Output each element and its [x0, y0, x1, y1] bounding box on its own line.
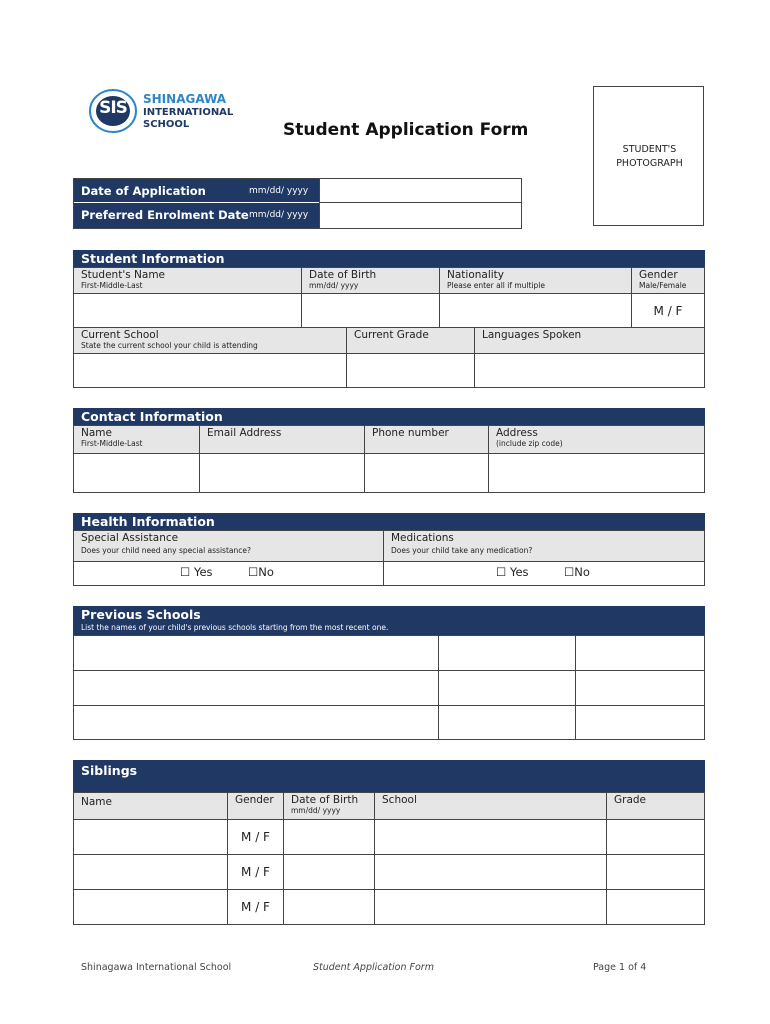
contact-name-hint: First-Middle-Last — [81, 439, 143, 448]
previous-schools-table — [73, 635, 705, 740]
prev-school-3-col2[interactable] — [439, 706, 576, 739]
current-school-input[interactable] — [74, 354, 347, 387]
gender-label: Gender — [639, 269, 678, 281]
contact-info-title: Contact Information — [81, 409, 223, 424]
email-label-cell — [200, 426, 365, 454]
languages-input[interactable] — [475, 354, 704, 387]
contact-name-input[interactable] — [74, 454, 200, 492]
sibling-name-label-cell — [74, 793, 228, 820]
previous-schools-hint: List the names of your child's previous schools starting from the most recent one. — [81, 623, 389, 632]
sibling-3-gender-options: M / F — [241, 900, 270, 914]
gender-options: M / F — [653, 303, 683, 318]
sibling-2-grade[interactable] — [607, 855, 704, 890]
top-dates-table — [73, 178, 522, 229]
gender-label-cell — [632, 268, 704, 294]
dob-label: Date of Birth — [309, 269, 377, 281]
sibling-3-name[interactable] — [74, 890, 228, 924]
special-no-checkbox[interactable]: ☐No — [248, 565, 274, 579]
medications-hint: Does your child take any medication? — [391, 546, 533, 555]
footer-form-name: Student Application Form — [313, 962, 434, 973]
address-input[interactable] — [489, 454, 704, 492]
address-hint: (include zip code) — [496, 439, 563, 448]
languages-label: Languages Spoken — [482, 329, 582, 341]
current-school-label: Current School — [81, 329, 159, 341]
dob-label-cell — [302, 268, 440, 294]
medications-label-cell — [384, 531, 704, 562]
sibling-school-label-cell — [375, 793, 607, 820]
address-label-cell — [489, 426, 704, 454]
contact-name-label: Name — [81, 427, 112, 439]
nationality-hint: Please enter all if multiple — [447, 281, 545, 290]
sibling-dob-label: Date of Birth — [291, 794, 359, 806]
siblings-header — [73, 760, 705, 792]
photo-label: STUDENT'S PHOTOGRAPH — [616, 144, 683, 169]
sibling-school-label: School — [382, 794, 417, 806]
sibling-1-gender-options: M / F — [241, 830, 270, 844]
sibling-3-gender[interactable] — [228, 890, 284, 924]
prev-school-2-col3[interactable] — [576, 671, 704, 706]
dob-input[interactable] — [302, 294, 440, 328]
sibling-1-name[interactable] — [74, 820, 228, 855]
email-label: Email Address — [207, 427, 282, 439]
previous-schools-header — [73, 606, 705, 635]
sibling-2-school[interactable] — [375, 855, 607, 890]
logo-name-line1: SHINAGAWA — [143, 92, 227, 106]
current-grade-input[interactable] — [347, 354, 475, 387]
footer-school-name: Shinagawa International School — [81, 962, 232, 973]
prev-school-1-col2[interactable] — [439, 636, 576, 671]
health-info-table — [73, 530, 705, 586]
sibling-grade-label: Grade — [614, 794, 647, 806]
sibling-1-grade[interactable] — [607, 820, 704, 855]
sibling-2-gender-options: M / F — [241, 865, 270, 879]
prev-school-1-col3[interactable] — [576, 636, 704, 671]
medications-no-checkbox[interactable]: ☐No — [564, 565, 590, 579]
nationality-input[interactable] — [440, 294, 632, 328]
nationality-label-cell — [440, 268, 632, 294]
sibling-grade-label-cell — [607, 793, 704, 820]
special-assistance-label: Special Assistance — [81, 532, 179, 544]
address-label: Address — [496, 427, 538, 439]
page-title: Student Application Form — [283, 120, 529, 140]
medications-yes-checkbox[interactable]: ☐ Yes — [496, 565, 529, 579]
prev-school-3-name[interactable] — [74, 706, 439, 739]
sibling-2-gender[interactable] — [228, 855, 284, 890]
gender-input[interactable] — [632, 294, 704, 328]
sibling-1-dob[interactable] — [284, 820, 375, 855]
logo-name-line3: SCHOOL — [143, 119, 190, 130]
prev-school-3-col3[interactable] — [576, 706, 704, 739]
contact-name-label-cell — [74, 426, 200, 454]
medications-label: Medications — [391, 532, 454, 544]
sibling-2-name[interactable] — [74, 855, 228, 890]
student-photo-box[interactable] — [593, 86, 704, 226]
sibling-2-dob[interactable] — [284, 855, 375, 890]
sibling-3-school[interactable] — [375, 890, 607, 924]
prev-school-2-col2[interactable] — [439, 671, 576, 706]
school-logo — [88, 88, 234, 134]
footer-page-number: Page 1 of 4 — [593, 962, 647, 973]
student-name-hint: First-Middle-Last — [81, 281, 143, 290]
sibling-gender-label: Gender — [235, 794, 274, 806]
phone-label: Phone number — [372, 427, 449, 439]
health-info-header — [73, 513, 705, 531]
phone-input[interactable] — [365, 454, 489, 492]
date-of-application-input[interactable] — [319, 179, 521, 203]
sibling-1-gender[interactable] — [228, 820, 284, 855]
special-assistance-options — [74, 562, 384, 585]
preferred-enrolment-input[interactable] — [319, 203, 521, 228]
prev-school-2-name[interactable] — [74, 671, 439, 706]
special-assistance-hint: Does your child need any special assistance? — [81, 546, 251, 555]
prev-school-1-name[interactable] — [74, 636, 439, 671]
contact-info-header — [73, 408, 705, 426]
sibling-dob-label-cell — [284, 793, 375, 820]
student-name-input[interactable] — [74, 294, 302, 328]
student-info-title: Student Information — [81, 251, 225, 266]
siblings-table — [73, 792, 705, 925]
date-of-application-label: Date of Application — [81, 184, 206, 198]
student-info-table — [73, 267, 705, 388]
sibling-name-label: Name — [81, 796, 112, 808]
sibling-3-dob[interactable] — [284, 890, 375, 924]
current-school-hint: State the current school your child is attending — [81, 341, 258, 350]
sibling-gender-label-cell — [228, 793, 284, 820]
sibling-3-grade[interactable] — [607, 890, 704, 924]
dob-hint: mm/dd/ yyyy — [309, 281, 359, 290]
preferred-enrolment-label: Preferred Enrolment Date — [81, 208, 249, 222]
special-yes-checkbox[interactable]: ☐ Yes — [180, 565, 213, 579]
student-info-header — [73, 250, 705, 268]
student-name-label: Student's Name — [81, 269, 166, 281]
current-grade-label-cell — [347, 328, 475, 354]
gender-hint: Male/Female — [639, 281, 687, 290]
nationality-label: Nationality — [447, 269, 505, 281]
date-of-application-hint: mm/dd/ yyyy — [249, 186, 309, 196]
phone-label-cell — [365, 426, 489, 454]
date-of-application-label-cell — [74, 179, 319, 203]
health-info-title: Health Information — [81, 514, 215, 529]
logo-letters: SIS — [99, 98, 127, 118]
email-input[interactable] — [200, 454, 365, 492]
languages-label-cell — [475, 328, 704, 354]
preferred-enrolment-hint: mm/dd/ yyyy — [249, 210, 309, 220]
previous-schools-title: Previous Schools — [81, 607, 201, 622]
sibling-1-school[interactable] — [375, 820, 607, 855]
preferred-enrolment-label-cell — [74, 203, 319, 228]
logo-name-line2: INTERNATIONAL — [143, 107, 234, 118]
sibling-dob-hint: mm/dd/ yyyy — [291, 806, 341, 815]
current-school-label-cell — [74, 328, 347, 354]
medications-options — [384, 562, 704, 585]
student-name-label-cell — [74, 268, 302, 294]
current-grade-label: Current Grade — [354, 329, 429, 341]
siblings-title: Siblings — [81, 763, 138, 778]
special-assistance-label-cell — [74, 531, 384, 562]
contact-info-table — [73, 425, 705, 493]
